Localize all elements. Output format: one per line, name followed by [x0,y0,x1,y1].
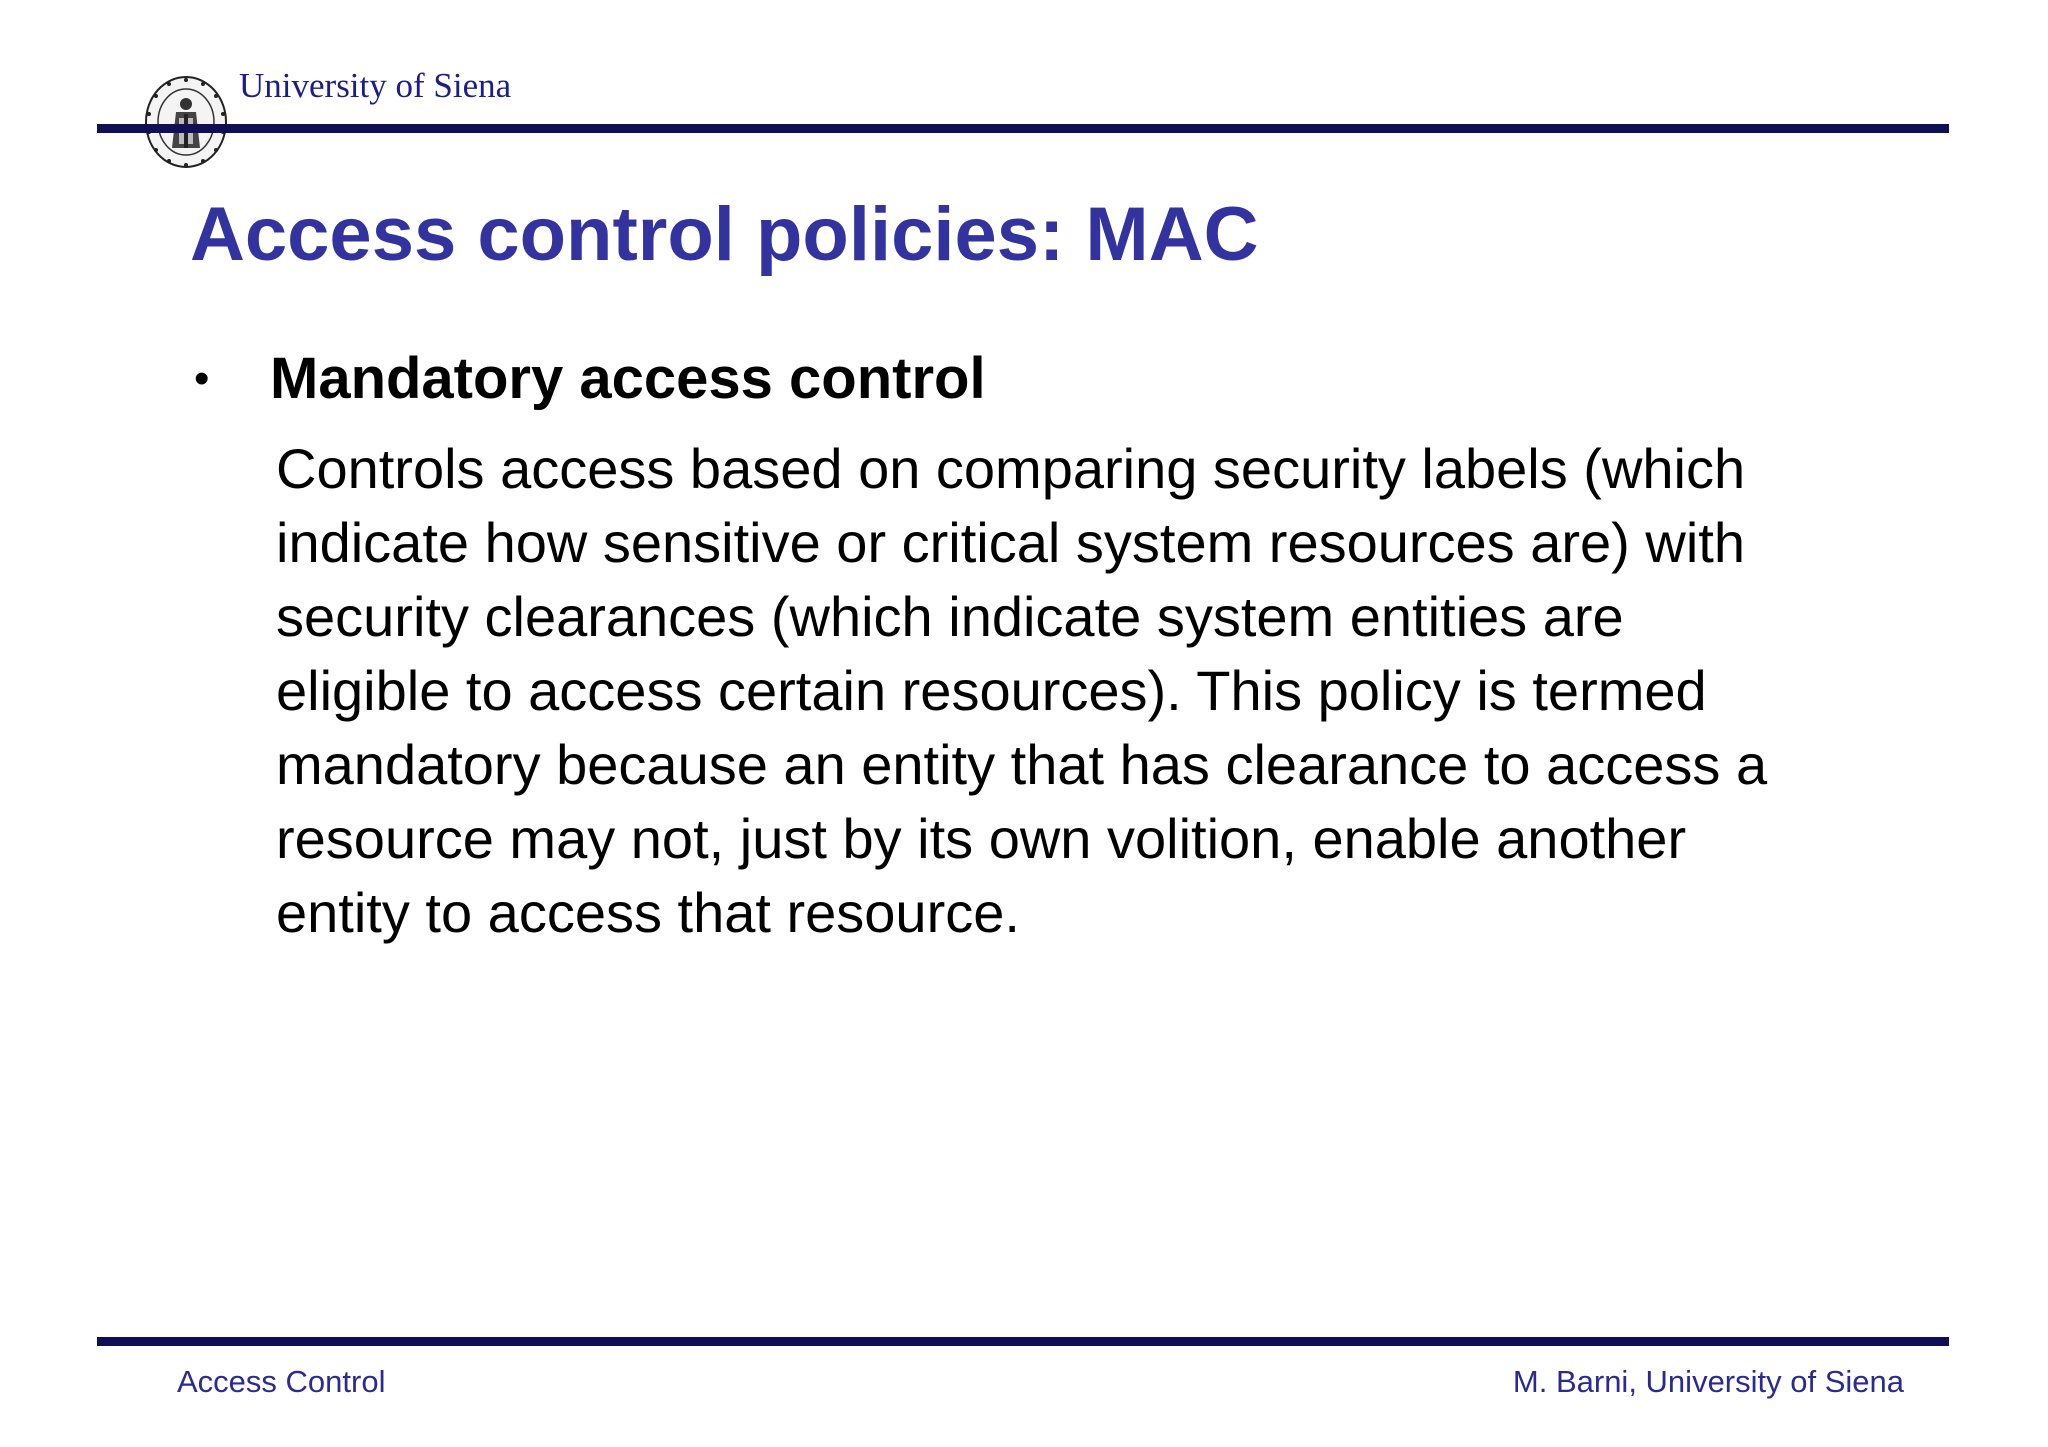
bullet-heading: Mandatory access control [270,346,986,411]
university-seal-icon [143,74,229,170]
footer-topic: Access Control [177,1364,386,1399]
slide-title: Access control policies: MAC [190,192,1259,277]
footer-author: M. Barni, University of Siena [1512,1364,1904,1399]
bullet-body-text: Controls access based on comparing security labels (which indicate how sensitive or critical system resources are) with security clearances (which indicate system entities are eligible to access certain resources). This policy is termed mandatory because an entity that has clearance to access a resource may not, just by its own volition, enable another entity to access that resource. [276,437,1768,944]
bullet-marker: • [194,354,210,403]
footer-divider [97,1337,1949,1346]
header-divider [97,124,1949,133]
institution-name: University of Siena [239,66,512,105]
bullet-heading-row [190,344,986,414]
